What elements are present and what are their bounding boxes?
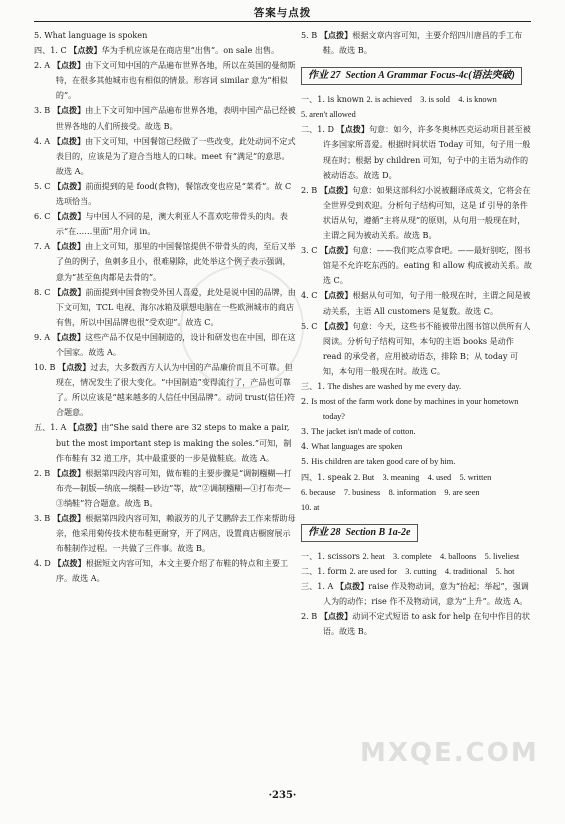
hint-tag: 【点拨】 bbox=[319, 611, 353, 622]
answer-text: 句意：如果这部科幻小说被翻译成英文，它将会在全世界受到欢迎。分析句子结构可知，这是 if 引导的条件状语从句，遵循“主将从现”的原则，从句用一般现在时，主谓之间为被动关系。故选 B。 bbox=[322, 184, 531, 241]
answer-number: 5. B bbox=[301, 30, 320, 40]
answer-text: 由下文可知中国的产品遍布世界各地，所以在英国的曼彻斯特，在很多其他城市也有相似的情景。形容词 similar 意为“相似的”。 bbox=[55, 60, 296, 101]
answer-number: 5. bbox=[301, 456, 312, 467]
hint-tag: 【点拨】 bbox=[52, 60, 86, 71]
answer-item bbox=[301, 564, 533, 579]
faint-stamp-graphic bbox=[180, 265, 304, 389]
answer-text: 与中国人不同的是，澳大利亚人不喜欢吃带骨头的肉。表示“在……里面”用介词 in。 bbox=[55, 211, 288, 237]
answer-item bbox=[301, 609, 533, 639]
answer-item bbox=[34, 43, 296, 58]
answer-text: 根据短文内容可知，本文主要介绍了布鞋的特点和主要工序。故选 A。 bbox=[55, 558, 289, 584]
answer-number: 9. A bbox=[34, 331, 53, 342]
answer-item bbox=[34, 28, 296, 43]
answer-number: 5. C bbox=[301, 320, 321, 331]
hint-tag: 【点拨】 bbox=[53, 558, 86, 569]
answer-number: 二、1. D bbox=[301, 124, 337, 135]
answer-item bbox=[34, 134, 296, 179]
answer-number: 三、1. A bbox=[301, 581, 336, 591]
section-28-label: 作业 28 bbox=[308, 526, 341, 538]
answer-item bbox=[301, 107, 533, 122]
answer-number: 2. B bbox=[301, 184, 320, 195]
answer-number: 2. bbox=[301, 396, 312, 407]
hint-tag: 【点拨】 bbox=[69, 45, 102, 56]
hint-tag: 【点拨】 bbox=[53, 286, 86, 297]
answer-text: The dishes are washed by me every day. bbox=[327, 381, 462, 391]
answer-item bbox=[301, 183, 533, 243]
answer-text: 前面提到的是 food(食物)，餐馆改变也应是“菜肴”。故 C 选项恰当。 bbox=[55, 180, 292, 207]
answer-text: 5. aren't allowed bbox=[301, 110, 356, 120]
answer-number: 3. bbox=[301, 426, 312, 437]
hint-tag: 【点拨】 bbox=[320, 290, 353, 301]
watermark-text: MXQE.COM bbox=[360, 738, 539, 768]
answer-item bbox=[301, 122, 533, 182]
section-27-heading bbox=[301, 67, 533, 85]
answer-item bbox=[301, 485, 533, 500]
answer-text: 根据第四段内容可知，做布鞋的主要步骤是“调制糨糊—打布壳—制版—纳底—绱鞋—砂边”等，故“②调制糨糊—①打布壳—③绱鞋”符合题意。故选 B。 bbox=[55, 467, 292, 508]
answer-item bbox=[301, 454, 533, 469]
header-title: 答案与点拨 bbox=[253, 7, 312, 19]
answer-item bbox=[34, 466, 296, 511]
answer-item bbox=[34, 179, 296, 209]
answer-text: Is most of the farm work done by machines in your hometown today? bbox=[311, 397, 519, 422]
answer-text: 由下文可知，中国餐馆已经做了一些改变，此处动词不定式表目的，应该是为了迎合当地人的口味。meet 有“满足”的意思。故选 A。 bbox=[55, 135, 296, 176]
answer-number: 四、1. speak bbox=[301, 471, 354, 482]
hint-tag: 【点拨】 bbox=[319, 30, 353, 40]
section-27-label: 作业 27 bbox=[308, 70, 341, 82]
answer-text: 这些产品不仅是中国制造的，设计和研发也在中国，即在这个国家。故选 A。 bbox=[55, 331, 296, 357]
answer-item bbox=[301, 379, 533, 394]
answer-item bbox=[301, 288, 533, 318]
answer-text: 过去，大多数西方人认为中国的产品廉价而且不可靠。但现在，情况发生了很大变化。“中国制造”变得流行了，产品也可靠了。所以应该是“越来越多的人信任中国品牌”。动词 trust(信任)符合题意。 bbox=[55, 362, 296, 418]
answer-text: 6. because 7. business 8. information 9. are seen bbox=[301, 487, 480, 497]
hint-tag: 【点拨】 bbox=[336, 124, 369, 135]
section-28-title: Section B 1a-2e bbox=[345, 526, 411, 538]
section-28-title-box bbox=[301, 524, 418, 542]
answer-number: 4. D bbox=[34, 558, 54, 569]
answer-item bbox=[301, 243, 533, 288]
answer-number: 二、1. form bbox=[301, 565, 350, 576]
section-28-answers bbox=[301, 549, 533, 640]
answer-text: 句意：今天，这些书不能被带出图书馆以供所有人阅读。分析句子结构可知，本句的主语 books 是动作 read 的承受者，应用被动语态，排除 B；从 today 可知，本句用一般现在时。故选 C。 bbox=[322, 320, 531, 376]
hint-tag: 【点拨】 bbox=[53, 180, 86, 191]
hint-tag: 【点拨】 bbox=[53, 211, 86, 222]
answer-text: 华为手机应该是在商店里“出售”。on sale 出售。 bbox=[101, 45, 280, 56]
section-27-title-box bbox=[301, 67, 522, 85]
answer-text: 句意：——我们吃点零食吧。——最好别吃，图书馆是不允许吃东西的。eating 和 allow 构成被动关系。故选 C。 bbox=[322, 245, 533, 286]
answer-number: 10. B bbox=[34, 362, 58, 373]
answer-number: 7. A bbox=[34, 241, 53, 252]
answer-item bbox=[301, 394, 533, 424]
left-column bbox=[34, 28, 296, 788]
answer-number: 8. C bbox=[34, 286, 54, 297]
hint-tag: 【点拨】 bbox=[52, 513, 86, 523]
answer-item bbox=[34, 58, 296, 103]
answer-number: 6. C bbox=[34, 211, 54, 222]
hint-tag: 【点拨】 bbox=[68, 422, 102, 433]
answer-number: 4. C bbox=[301, 290, 321, 301]
answer-text: 前面提到中国食物受外国人喜爱，此处是说中国的品牌，由下文可知，TCL 电视、海尔冰箱及联想电脑在一些欧洲城市的商店有售，所以中国品牌也很“受欢迎”。故选 C。 bbox=[55, 286, 296, 327]
answer-number: 三、1. bbox=[301, 380, 328, 391]
answer-item bbox=[301, 424, 533, 439]
right-column bbox=[301, 28, 533, 788]
answer-text: 根据从句可知，句子用一般现在时，主谓之间是被动关系，主语 All customers 是复数。故选 C。 bbox=[322, 290, 531, 316]
hint-tag: 【点拨】 bbox=[52, 135, 86, 146]
hint-tag: 【点拨】 bbox=[335, 581, 369, 591]
answer-number: 一、1. is known bbox=[301, 94, 367, 105]
answer-text: The jacket isn't made of cotton. bbox=[311, 427, 416, 437]
hint-tag: 【点拨】 bbox=[52, 467, 86, 478]
answer-number: 2. B bbox=[34, 467, 53, 478]
answer-text: 2. But 3. meaning 4. used 5. written bbox=[353, 472, 492, 482]
answer-text: 句意：如今，许多冬奥林匹克运动项目甚至被许多国家所喜爱。根据时间状语 Today 可知，句子用一般现在时；根据 by children 可知，句子中的主语为动作的被动语态。故选 D。 bbox=[322, 124, 531, 180]
hint-tag: 【点拨】 bbox=[52, 331, 86, 342]
answer-text: 由上文可知，那里的中国餐馆提供不带骨头的肉，至后又举了鱼的例子，鱼刺多且小，很难剔除，此处举这个例子表示强调，意为“甚至鱼肉都是去骨的”。 bbox=[55, 241, 296, 282]
answer-text: 根据第四段内容可知，赖淑芳的儿子艾鹏辞去工作来帮助母亲，他采用菊传技术使布鞋更耐穿，开了网店，设置商店橱窗展示布鞋制作过程。一共做了三件事。故选 B。 bbox=[55, 513, 296, 554]
answer-number: 五、1. A bbox=[34, 422, 69, 433]
hint-tag: 【点拨】 bbox=[52, 105, 86, 116]
header-rule bbox=[34, 21, 531, 22]
answer-number: 一、1. scissors bbox=[301, 550, 363, 561]
answer-item bbox=[301, 439, 533, 454]
page-number: ·235· bbox=[268, 790, 297, 801]
answer-text: 由“She said there are 32 steps to make a pair, but the most important step is making the soles.”可知，制作布鞋有 32 道工序，其中最重要的一步是做鞋底。故选 A。 bbox=[55, 422, 292, 463]
section-27-answers bbox=[301, 92, 533, 515]
answer-item bbox=[301, 549, 533, 564]
answer-number: 3. B bbox=[34, 513, 53, 523]
answer-item bbox=[301, 92, 533, 107]
answer-item bbox=[301, 470, 533, 485]
answer-item bbox=[301, 28, 533, 58]
answer-item bbox=[34, 556, 296, 586]
hint-tag: 【点拨】 bbox=[320, 245, 353, 256]
answer-number: 4. A bbox=[34, 135, 53, 146]
hint-tag: 【点拨】 bbox=[57, 362, 91, 373]
answer-text: raise 作及物动词，意为“抬起；举起”，强调人为的动作；rise 作不及物动词，意为“上升”。故选 A。 bbox=[322, 581, 529, 607]
answer-item bbox=[301, 500, 533, 515]
answer-number: 4. bbox=[301, 441, 312, 452]
answer-text: 由上下文可知中国产品遍布世界各地，表明中国产品已经被世界各地的人们所接受。故选 B。 bbox=[55, 105, 296, 131]
page-header bbox=[0, 0, 565, 24]
answer-text: His children are taken good care of by him. bbox=[311, 457, 456, 467]
answer-number: 5. C bbox=[34, 180, 54, 191]
answer-text: 10. at bbox=[301, 502, 320, 512]
answer-item bbox=[301, 579, 533, 609]
answer-text: 动词不定式短语 to ask for help 在句中作目的状语。故选 B。 bbox=[322, 611, 530, 637]
answer-text: 2. is achieved 3. is sold 4. is known bbox=[366, 95, 497, 105]
answer-item bbox=[34, 511, 296, 556]
answer-number: 3. B bbox=[34, 105, 53, 116]
answer-number: 四、1. C bbox=[34, 45, 70, 56]
answer-text: 根据文章内容可知，主要介绍四川唐昌的手工布鞋。故选 B。 bbox=[322, 30, 523, 56]
answer-item bbox=[34, 420, 296, 465]
answer-text: 2. heat 3. complete 4. balloons 5. liveliest bbox=[362, 551, 520, 561]
hint-tag: 【点拨】 bbox=[52, 241, 86, 252]
answer-number: 2. B bbox=[301, 611, 320, 622]
answer-item bbox=[34, 103, 296, 133]
hint-tag: 【点拨】 bbox=[319, 184, 353, 195]
answer-text: What languages are spoken bbox=[311, 442, 403, 452]
answer-number: 2. A bbox=[34, 60, 53, 71]
section-28-heading bbox=[301, 524, 533, 542]
right-column-top bbox=[301, 28, 533, 58]
section-27-title: Section A Grammar Focus-4c(语法突破) bbox=[345, 70, 515, 82]
hint-tag: 【点拨】 bbox=[320, 320, 353, 331]
answer-item bbox=[34, 209, 296, 239]
answer-number: 3. C bbox=[301, 245, 321, 256]
answer-item bbox=[301, 319, 533, 379]
answer-text: 5. What language is spoken bbox=[34, 30, 148, 40]
answer-text: 2. are used for 3. cutting 4. traditional 5. hot bbox=[349, 566, 515, 576]
